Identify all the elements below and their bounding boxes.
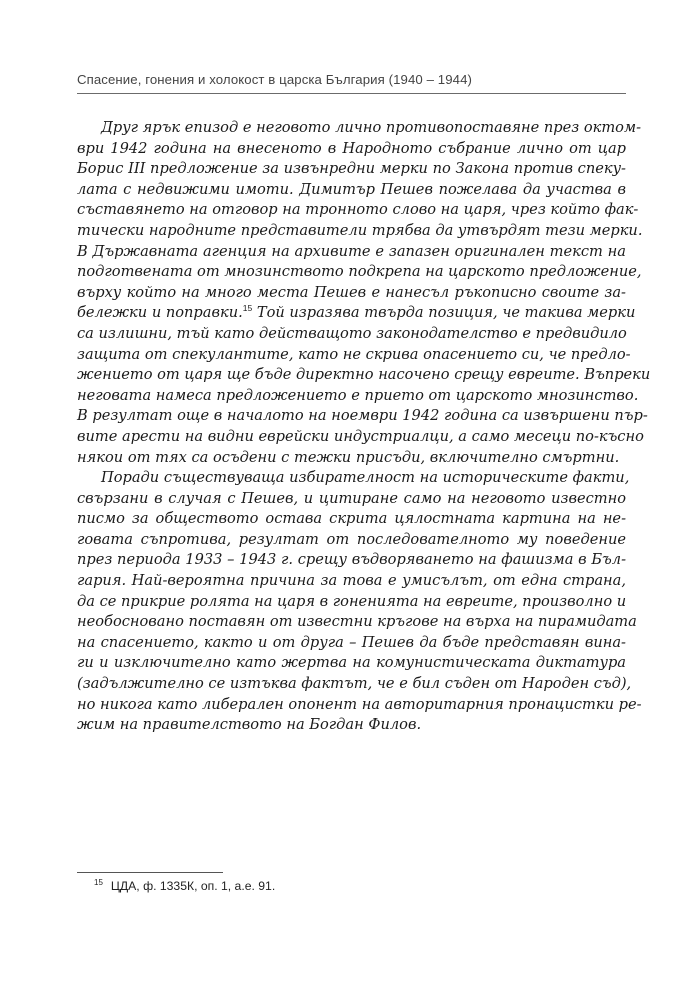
text-line: да се прикрие ролята на царя в гоненията на евреите, произволно и [77,592,627,610]
text-line: през периода 1933 – 1943 г. срещу въдворяването на фашизма в Бъл- [77,551,626,569]
text-line: защита от спекулантите, като не скрива опасението си, че предло- [77,345,631,363]
footnote-rule [77,872,223,873]
text-line: В резултат още в началото на ноември 1942 година са извършени пър- [77,407,648,425]
text-line: необосновано поставян от известни кръгове на върха на пирамидата [77,613,637,631]
text-line: (задължително се изтъква фактът, че е бил съден от Народен съд), [77,675,632,693]
text-line: жим на правителството на Богдан Филов. [77,716,422,734]
text-line: писмо за обществото остава скрита цялостната картина на не- [77,510,626,528]
text-line: са излишни, тъй като действащото законодателство е предвидило [77,324,627,342]
text-line: говата съпротива, резултат от последователното му поведение [77,530,626,548]
text-line: на спасението, както и от друга – Пешев да бъде представян вина- [77,633,626,651]
running-header: Спасение, гонения и холокост в царска България (1940 – 1944) [77,72,473,87]
text-line: ги и изключително като жертва на комунистическата диктатура [77,654,626,672]
text-line: върху който на много места Пешев е нанесъл ръкописно своите за- [77,283,626,301]
text-line: някои от тях са осъдени с тежки присъди, включително смъртни. [77,448,620,466]
footnote-reference[interactable]: 15 [242,303,253,314]
paragraph-2 [77,468,642,736]
text-line: Поради съществуваща избирателност на историческите факти, [101,469,630,487]
text-line: подготвената от мнозинството подкрепа на царското предложение, [77,263,642,281]
text-line-part: бележки и поправки. [77,304,243,322]
text-line: гария. Най-вероятна причина за това е умисълът, от една страна, [77,572,626,590]
text-line: но никога като либерален опонент на авторитарния пронацистки ре- [77,695,642,713]
text-line: жението от царя ще бъде директно насочено срещу евреите. Въпреки [77,366,651,384]
text-line: лата с недвижими имоти. Димитър Пешев пожелава да участва в [77,180,626,198]
header-rule [77,93,626,94]
text-line: Друг ярък епизод е неговото лично противопоставяне през октом- [101,119,641,136]
text-line: свързани в случая с Пешев, и цитиране само на неговото известно [77,489,626,507]
main-text [77,118,651,736]
text-line: тически народните представители трябва да утвърдят тези мерки. [77,221,643,239]
text-line: вите арести на видни еврейски индустриалци, а само месеци по-късно [77,427,644,445]
footnote-15 [94,879,275,893]
footnote-number: 15 [94,877,103,887]
paragraph-1 [77,118,651,468]
footnote-text: ЦДА, ф. 1335К, оп. 1, а.е. 91. [110,879,276,893]
text-line: съставянето на отговор на тронното слово на царя, чрез който фак- [77,201,639,219]
text-line [77,303,636,324]
text-line: ври 1942 година на внесеното в Народното събрание лично от цар [77,139,626,157]
text-line: В Държавната агенция на архивите е запазен оригинален текст на [77,242,626,260]
text-line: неговата намеса предложението е прието от царското мнозинство. [77,386,639,404]
text-line: Борис III предложение за извънредни мерки по Закона против спеку- [77,160,626,178]
text-line-part: Той изразява твърда позиция, че такива мерки [252,304,636,322]
